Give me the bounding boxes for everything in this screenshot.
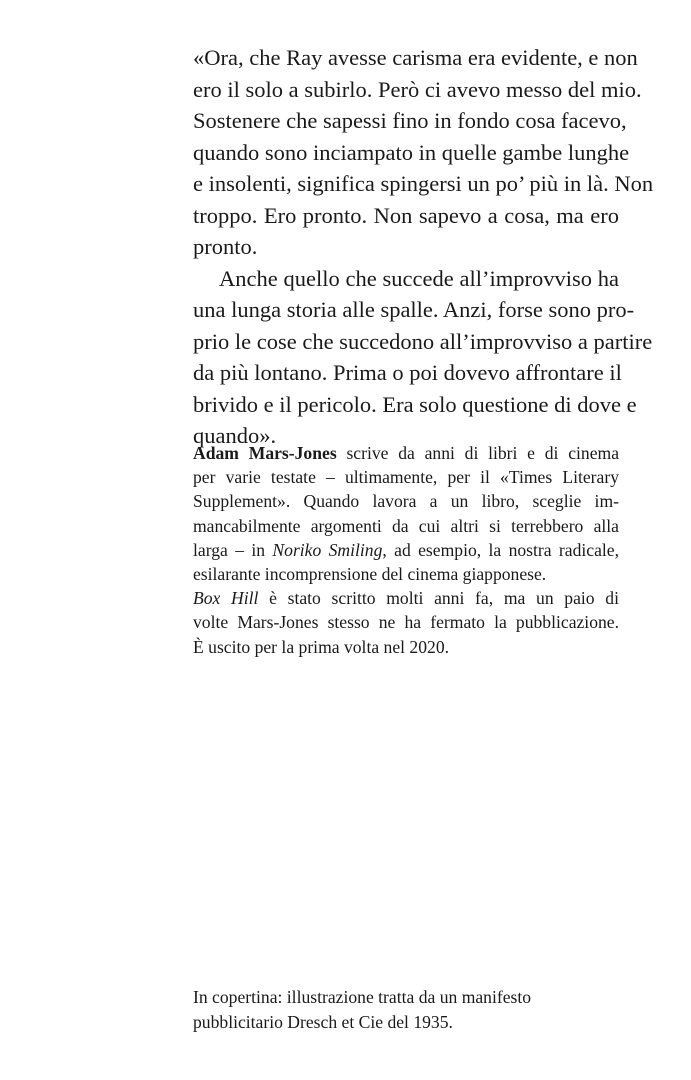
excerpt-line: Sostenere che sapessi fino in fondo cosa facevo,: [193, 108, 627, 133]
excerpt-line: una lunga storia alle spalle. Anzi, forse sono pro-: [193, 297, 635, 322]
bio-text: scrive da anni di libri e di cinema: [336, 443, 620, 463]
excerpt-line: quando sono inciampato in quelle gambe lunghe: [193, 139, 630, 165]
cover-credit: [193, 985, 593, 1034]
bio-line: [193, 586, 619, 610]
excerpt-line: da più lontano. Prima o poi dovevo affrontare il: [193, 360, 622, 385]
excerpt-line: troppo. Ero pronto. Non sapevo a cosa, ma ero: [193, 202, 619, 228]
bio-line: [193, 441, 619, 465]
excerpt-line: brivido e il pericolo. Era solo questione di dove e: [193, 391, 637, 417]
excerpt-line: quando».: [193, 423, 277, 448]
excerpt-line: ero il solo a subirlo. Però ci avevo messo del mio.: [193, 76, 642, 102]
bio-line: È uscito per la prima volta nel 2020.: [193, 636, 450, 657]
excerpt-line: Anche quello che succede all’improvviso ha: [219, 265, 619, 291]
author-name: Adam Mars-Jones: [193, 443, 337, 463]
credit-line: In copertina: illustrazione tratta da un manifesto: [193, 987, 532, 1007]
excerpt-line: pronto.: [193, 234, 258, 259]
bio-line: mancabilmente argomenti da cui altri si terrebbero alla: [193, 515, 619, 536]
bio-line: volte Mars-Jones stesso ne ha fermato la pubblicazione.: [193, 612, 619, 633]
credit-line: pubblicitario Dresch et Cie del 1935.: [193, 1011, 453, 1032]
bio-line: per varie testate – ultimamente, per il «Times Literary: [193, 467, 619, 488]
novel-excerpt: [193, 42, 654, 452]
bio-text: larga – in: [193, 539, 273, 560]
bio-text: , ad esempio, la nostra radicale,: [382, 539, 619, 560]
bio-line: [193, 538, 619, 562]
bio-line: esilarante incomprensione del cinema giapponese.: [193, 564, 547, 585]
excerpt-line: prio le cose che succedono all’improvviso a partire: [193, 328, 653, 354]
author-bio: [193, 441, 619, 659]
excerpt-line: «Ora, che Ray avesse carisma era evidente, e non: [193, 45, 638, 70]
bio-text: è stato scritto molti anni fa, ma un paio di: [258, 588, 619, 609]
book-title: Noriko Smiling: [272, 539, 383, 560]
bio-line: Supplement». Quando lavora a un libro, sceglie im-: [193, 491, 619, 512]
excerpt-line: e insolenti, significa spingersi un po’ più in là. Non: [193, 171, 654, 196]
book-title: Box Hill: [193, 588, 259, 609]
